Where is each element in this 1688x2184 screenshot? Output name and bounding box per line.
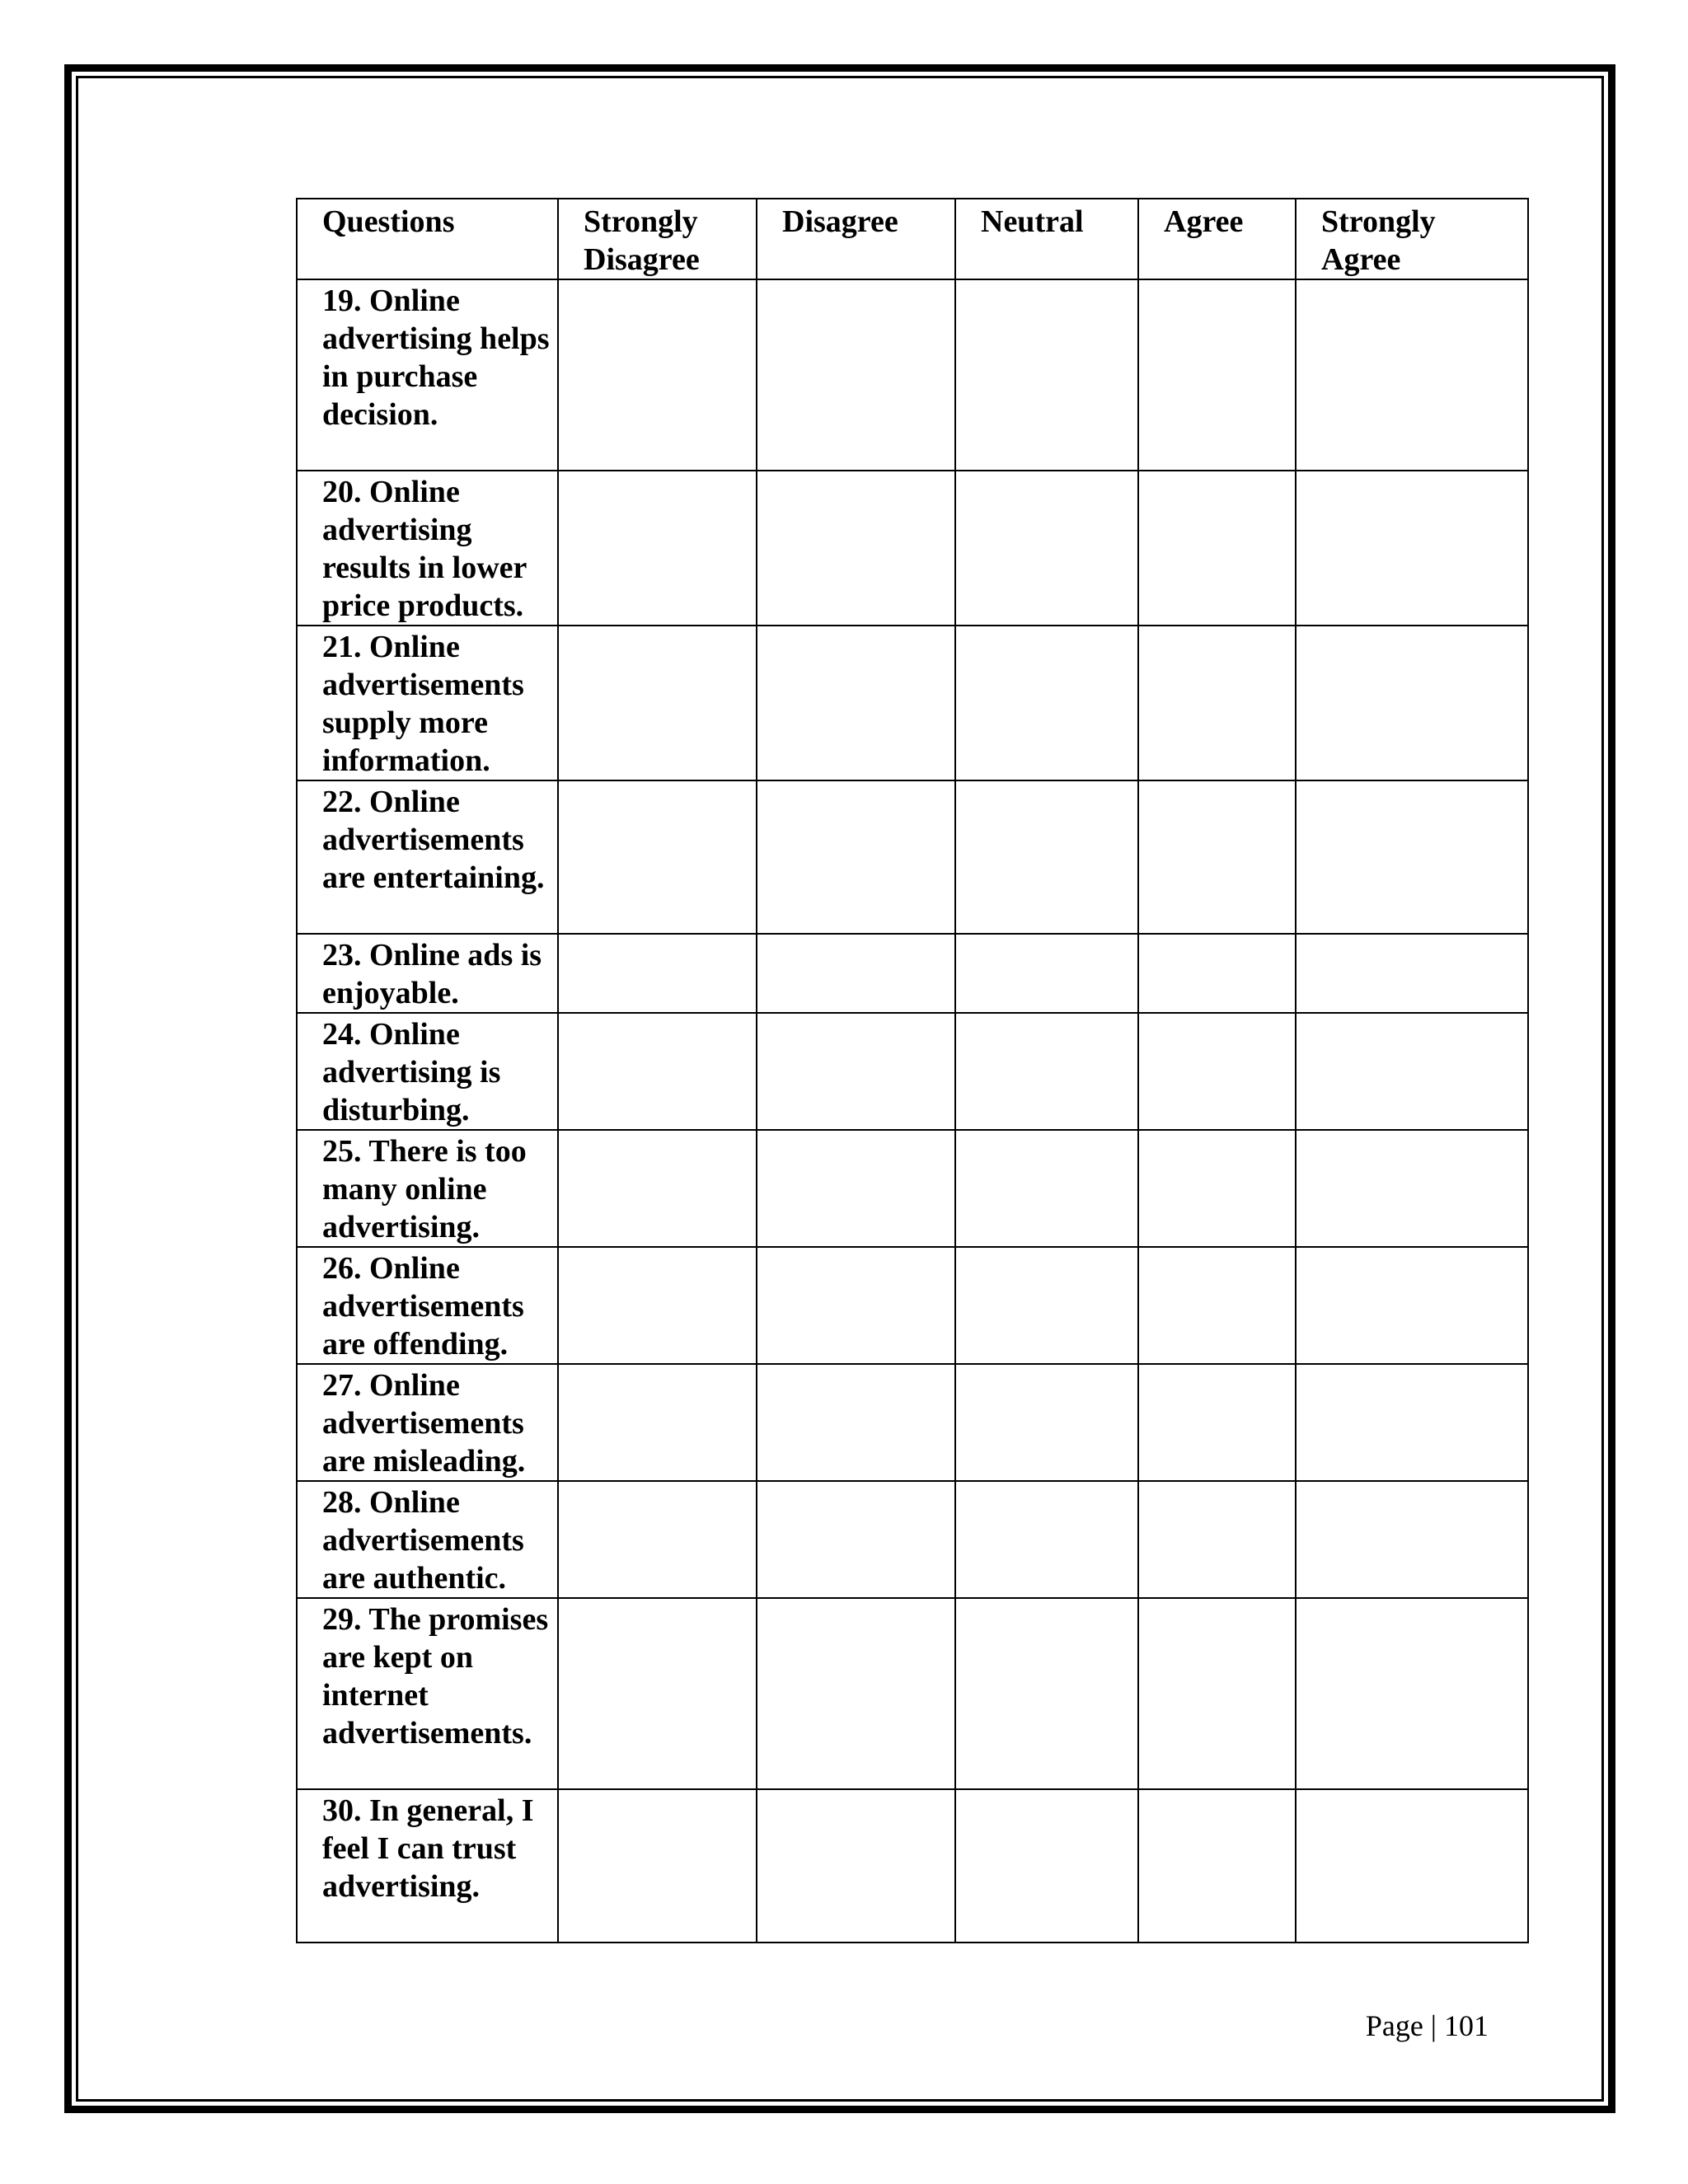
response-cell[interactable] <box>558 780 757 934</box>
response-cell[interactable] <box>1296 1013 1528 1130</box>
table-row <box>297 1789 1528 1943</box>
response-cell[interactable] <box>558 1789 757 1943</box>
response-cell[interactable] <box>1138 1247 1296 1364</box>
table-row <box>297 1247 1528 1364</box>
header-strongly-agree: Strongly Agree <box>1296 199 1528 279</box>
response-cell[interactable] <box>955 1130 1138 1247</box>
response-cell[interactable] <box>757 780 955 934</box>
response-cell[interactable] <box>1296 1130 1528 1247</box>
response-cell[interactable] <box>757 626 955 780</box>
response-cell[interactable] <box>1296 934 1528 1013</box>
header-neutral: Neutral <box>955 199 1138 279</box>
table-row <box>297 934 1528 1013</box>
table-row <box>297 1130 1528 1247</box>
response-cell[interactable] <box>1138 626 1296 780</box>
question-29: 29. The promises are kept on internet advertisements. <box>297 1598 558 1789</box>
response-cell[interactable] <box>558 1247 757 1364</box>
question-25: 25. There is too many online advertising. <box>297 1130 558 1247</box>
header-agree: Agree <box>1138 199 1296 279</box>
response-cell[interactable] <box>757 1598 955 1789</box>
question-24: 24. Online advertising is disturbing. <box>297 1013 558 1130</box>
table-row <box>297 471 1528 626</box>
response-cell[interactable] <box>558 1130 757 1247</box>
question-23: 23. Online ads is enjoyable. <box>297 934 558 1013</box>
table-row <box>297 626 1528 780</box>
response-cell[interactable] <box>558 279 757 471</box>
header-row <box>297 199 1528 279</box>
response-cell[interactable] <box>757 471 955 626</box>
response-cell[interactable] <box>757 1481 955 1598</box>
response-cell[interactable] <box>1296 1247 1528 1364</box>
response-cell[interactable] <box>1296 1789 1528 1943</box>
response-cell[interactable] <box>1296 1364 1528 1481</box>
response-cell[interactable] <box>757 1789 955 1943</box>
response-cell[interactable] <box>1138 1013 1296 1130</box>
response-cell[interactable] <box>757 1013 955 1130</box>
question-30: 30. In general, I feel I can trust advertising. <box>297 1789 558 1943</box>
table-row <box>297 279 1528 471</box>
response-cell[interactable] <box>1138 780 1296 934</box>
question-22: 22. Online advertisements are entertaining. <box>297 780 558 934</box>
question-21: 21. Online advertisements supply more information. <box>297 626 558 780</box>
response-cell[interactable] <box>558 1364 757 1481</box>
response-cell[interactable] <box>955 1789 1138 1943</box>
response-cell[interactable] <box>757 1364 955 1481</box>
table-row <box>297 1481 1528 1598</box>
question-20: 20. Online advertising results in lower price products. <box>297 471 558 626</box>
page-number: Page | 101 <box>1365 2009 1489 2042</box>
question-26: 26. Online advertisements are offending. <box>297 1247 558 1364</box>
response-cell[interactable] <box>1138 934 1296 1013</box>
response-cell[interactable] <box>955 1013 1138 1130</box>
response-cell[interactable] <box>1138 1364 1296 1481</box>
response-cell[interactable] <box>558 471 757 626</box>
response-cell[interactable] <box>955 1481 1138 1598</box>
table-row <box>297 1013 1528 1130</box>
response-cell[interactable] <box>1138 1789 1296 1943</box>
response-cell[interactable] <box>1138 471 1296 626</box>
response-cell[interactable] <box>1138 1598 1296 1789</box>
response-cell[interactable] <box>757 1130 955 1247</box>
question-28: 28. Online advertisements are authentic. <box>297 1481 558 1598</box>
header-disagree: Disagree <box>757 199 955 279</box>
response-cell[interactable] <box>558 1481 757 1598</box>
response-cell[interactable] <box>955 934 1138 1013</box>
question-19: 19. Online advertising helps in purchase decision. <box>297 279 558 471</box>
response-cell[interactable] <box>1296 780 1528 934</box>
response-cell[interactable] <box>1296 1481 1528 1598</box>
response-cell[interactable] <box>955 279 1138 471</box>
header-strongly-disagree: Strongly Disagree <box>558 199 757 279</box>
response-cell[interactable] <box>558 1598 757 1789</box>
response-cell[interactable] <box>955 1247 1138 1364</box>
response-cell[interactable] <box>757 934 955 1013</box>
response-cell[interactable] <box>955 471 1138 626</box>
response-cell[interactable] <box>955 626 1138 780</box>
response-cell[interactable] <box>1138 279 1296 471</box>
response-cell[interactable] <box>1138 1481 1296 1598</box>
table-row <box>297 780 1528 934</box>
question-27: 27. Online advertisements are misleading. <box>297 1364 558 1481</box>
response-cell[interactable] <box>1296 1598 1528 1789</box>
response-cell[interactable] <box>1138 1130 1296 1247</box>
response-cell[interactable] <box>955 1364 1138 1481</box>
response-cell[interactable] <box>955 1598 1138 1789</box>
response-cell[interactable] <box>1296 279 1528 471</box>
response-cell[interactable] <box>757 279 955 471</box>
table-row <box>297 1364 1528 1481</box>
response-cell[interactable] <box>757 1247 955 1364</box>
response-cell[interactable] <box>1296 626 1528 780</box>
survey-table <box>296 198 1529 1943</box>
response-cell[interactable] <box>558 1013 757 1130</box>
response-cell[interactable] <box>1296 471 1528 626</box>
response-cell[interactable] <box>558 934 757 1013</box>
table-row <box>297 1598 1528 1789</box>
header-questions: Questions <box>297 199 558 279</box>
response-cell[interactable] <box>558 626 757 780</box>
response-cell[interactable] <box>955 780 1138 934</box>
